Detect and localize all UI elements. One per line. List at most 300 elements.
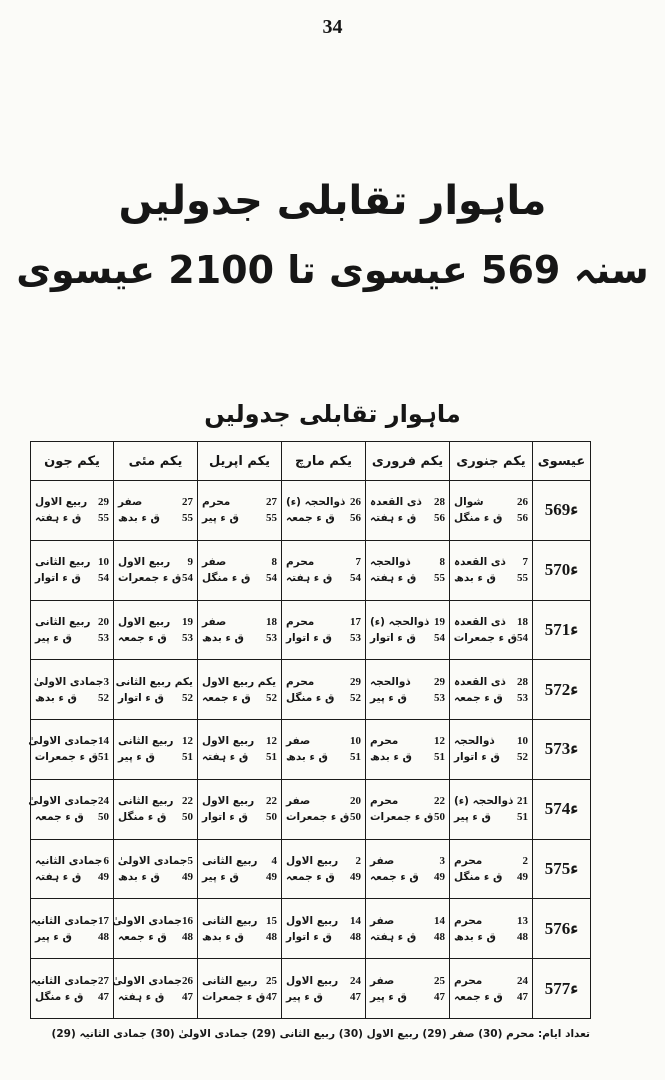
date-cell	[450, 600, 533, 660]
year-count-number: 52	[182, 691, 193, 704]
weekday-name: ق ء بدھ	[202, 631, 244, 644]
hijri-day-number: 12	[182, 735, 193, 748]
year-count-number: 55	[182, 512, 193, 525]
hijri-month-name: صفر	[370, 974, 395, 987]
weekday-line	[450, 570, 532, 586]
weekday-name: ق ء بدھ	[202, 930, 244, 943]
column-header: عیسوی	[533, 442, 591, 481]
hijri-month-name: ذی القعدہ	[454, 615, 506, 628]
date-cell	[28, 720, 114, 780]
date-cell	[366, 660, 450, 720]
hijri-date-line	[198, 674, 281, 690]
date-cell	[366, 839, 450, 899]
hijri-day-number: 26	[517, 496, 528, 509]
hijri-month-name: یکم ربیع الاول	[202, 675, 277, 688]
weekday-name: ق ء پیر	[202, 870, 239, 883]
weekday-line	[114, 630, 197, 646]
date-cell	[31, 839, 114, 899]
weekday-name: ق ء اتوار	[454, 751, 500, 764]
hijri-day-number: 19	[182, 615, 193, 628]
hijri-day-number: 16	[182, 914, 193, 927]
hijri-day-number: 12	[266, 735, 277, 748]
hijri-date-line	[282, 973, 365, 989]
hijri-day-number: 19	[434, 615, 445, 628]
year-cell: 573ء	[533, 720, 591, 780]
hijri-month-name: ربیع الثانی	[35, 556, 91, 569]
hijri-day-number: 22	[266, 795, 277, 808]
weekday-line	[31, 570, 113, 586]
hijri-month-name: محرم	[202, 496, 231, 509]
year-count-number: 55	[517, 572, 528, 585]
date-cell	[450, 839, 533, 899]
table-row	[31, 779, 591, 839]
hijri-day-number: 22	[182, 795, 193, 808]
hijri-date-line	[366, 973, 449, 989]
year-count-number: 52	[98, 691, 109, 704]
weekday-line	[366, 630, 449, 646]
column-header: یکم اپریل	[198, 442, 282, 481]
hijri-date-line	[366, 913, 449, 929]
table-row	[31, 959, 591, 1019]
date-cell	[198, 839, 282, 899]
hijri-month-name: ذی القعدہ	[370, 496, 422, 509]
hijri-month-name: محرم	[286, 556, 315, 569]
hijri-month-name: ربیع الاول	[286, 854, 339, 867]
year-count-number: 49	[98, 870, 109, 883]
year-cell: 574ء	[533, 779, 591, 839]
table-heading: ماہوار تقابلی جدولیں	[204, 400, 461, 428]
hijri-day-number: 4	[271, 854, 277, 867]
date-cell	[366, 600, 450, 660]
hijri-date-line	[114, 913, 197, 929]
hijri-date-line	[366, 494, 449, 510]
hijri-month-name: ذوالحجہ (ء)	[370, 615, 430, 628]
weekday-line	[282, 570, 365, 586]
hijri-day-number: 10	[350, 735, 361, 748]
page-subtitle: سنہ 569 عیسوی تا 2100 عیسوی	[16, 248, 649, 292]
weekday-name: ق ء ہفتہ	[202, 751, 249, 764]
weekday-name: ق ء بدھ	[454, 572, 496, 585]
date-cell	[114, 959, 198, 1019]
hijri-date-line	[28, 733, 113, 749]
hijri-date-line	[31, 913, 113, 929]
hijri-date-line	[450, 793, 532, 809]
weekday-line	[282, 809, 365, 825]
hijri-month-name: صفر	[118, 496, 143, 509]
date-cell	[366, 899, 450, 959]
hijri-date-line	[450, 554, 532, 570]
date-cell	[114, 540, 198, 600]
date-cell	[114, 839, 198, 899]
hijri-date-line	[28, 793, 113, 809]
year-count-number: 50	[434, 811, 445, 824]
hijri-month-name: ذی القعدہ	[454, 556, 506, 569]
hijri-date-line	[366, 614, 449, 630]
year-count-number: 55	[434, 572, 445, 585]
hijri-date-line	[114, 793, 197, 809]
page-title: ماہوار تقابلی جدولیں	[118, 178, 547, 224]
year-count-number: 50	[350, 811, 361, 824]
weekday-name: ق ء اتوار	[202, 811, 248, 824]
year-count-number: 53	[517, 691, 528, 704]
weekday-name: ق ء بدھ	[454, 930, 496, 943]
hijri-month-name: ربیع الثانی	[202, 854, 258, 867]
weekday-name: ق ء اتوار	[286, 631, 332, 644]
weekday-line	[282, 929, 365, 945]
year-count-number: 54	[517, 631, 528, 644]
hijri-day-number: 29	[434, 675, 445, 688]
weekday-line	[114, 749, 197, 765]
weekday-name: ق ء جمعہ	[118, 631, 167, 644]
weekday-name: ق ء ہفتہ	[286, 572, 333, 585]
weekday-line	[450, 690, 532, 706]
hijri-date-line	[114, 614, 197, 630]
weekday-name: ق ء بدھ	[118, 870, 160, 883]
hijri-day-number: 28	[434, 496, 445, 509]
hijri-date-line	[114, 494, 197, 510]
hijri-day-number: 27	[182, 496, 193, 509]
weekday-name: ق ء پیر	[35, 930, 72, 943]
hijri-day-number: 3	[439, 854, 445, 867]
weekday-name: ق ء اتوار	[35, 572, 81, 585]
hijri-month-name: جمادی الاولیٰ	[112, 974, 182, 987]
date-cell	[366, 720, 450, 780]
hijri-day-number: 29	[350, 675, 361, 688]
hijri-month-name: ربیع الاول	[286, 914, 339, 927]
weekday-name: ق ء جمعرات	[34, 751, 98, 764]
weekday-name: ق ء بدھ	[286, 751, 328, 764]
weekday-name: ق ء بدھ	[370, 751, 412, 764]
hijri-day-number: 14	[434, 914, 445, 927]
year-count-number: 50	[98, 811, 109, 824]
date-cell	[450, 899, 533, 959]
hijri-date-line	[282, 554, 365, 570]
weekday-name: ق ء جمعہ	[454, 990, 503, 1003]
date-cell	[198, 481, 282, 541]
hijri-date-line	[366, 793, 449, 809]
weekday-line	[114, 570, 197, 586]
hijri-day-number: 24	[98, 795, 109, 808]
weekday-line	[114, 510, 197, 526]
year-count-number: 56	[434, 512, 445, 525]
weekday-line	[114, 809, 197, 825]
weekday-line	[282, 989, 365, 1005]
year-count-number: 49	[182, 870, 193, 883]
hijri-date-line	[450, 674, 532, 690]
date-cell	[31, 600, 114, 660]
hijri-month-name: صفر	[370, 854, 395, 867]
weekday-line	[366, 690, 449, 706]
hijri-month-name: محرم	[286, 675, 315, 688]
weekday-name: ق ء جمعرات	[370, 811, 434, 824]
hijri-date-line	[198, 554, 281, 570]
date-cell	[282, 660, 366, 720]
hijri-day-number: 22	[434, 795, 445, 808]
weekday-name: ق ء ہفتہ	[35, 870, 82, 883]
hijri-month-name: ذوالحجہ	[370, 556, 411, 569]
year-cell: 569ء	[533, 481, 591, 541]
hijri-day-number: 5	[187, 854, 193, 867]
date-cell	[282, 959, 366, 1019]
date-cell	[31, 660, 114, 720]
weekday-name: ق ء بدھ	[118, 512, 160, 525]
weekday-line	[198, 510, 281, 526]
date-cell	[114, 899, 198, 959]
hijri-date-line	[31, 614, 113, 630]
weekday-line	[366, 929, 449, 945]
hijri-day-number: 25	[434, 974, 445, 987]
hijri-date-line	[450, 913, 532, 929]
year-count-number: 48	[182, 930, 193, 943]
year-cell: 570ء	[533, 540, 591, 600]
hijri-month-name: ربیع الثانی	[202, 974, 258, 987]
weekday-line	[31, 809, 113, 825]
date-cell	[198, 660, 282, 720]
year-cell: 576ء	[533, 899, 591, 959]
column-header: یکم جون	[31, 442, 114, 481]
weekday-line	[282, 690, 365, 706]
table-row	[31, 720, 591, 780]
year-count-number: 51	[350, 751, 361, 764]
date-cell	[450, 720, 533, 780]
date-cell	[31, 959, 114, 1019]
hijri-day-number: 18	[266, 615, 277, 628]
hijri-date-line	[450, 733, 532, 749]
page-number: 34	[322, 16, 343, 38]
hijri-date-line	[114, 674, 197, 690]
hijri-day-number: 27	[98, 974, 109, 987]
date-cell	[114, 779, 198, 839]
hijri-month-name: شوال	[454, 496, 484, 509]
hijri-date-line	[366, 554, 449, 570]
hijri-date-line	[282, 733, 365, 749]
date-cell	[198, 959, 282, 1019]
hijri-month-name: جمادی الاولیٰ	[33, 675, 104, 688]
table-header-row	[31, 442, 591, 481]
year-count-number: 54	[434, 631, 445, 644]
hijri-day-number: 7	[522, 556, 528, 569]
year-count-number: 47	[517, 990, 528, 1003]
weekday-name: ق ء منگل	[202, 572, 251, 585]
hijri-date-line	[450, 973, 532, 989]
hijri-day-number: 28	[517, 675, 528, 688]
days-count-note: تعداد ایام: محرم (30) صفر (29) ربیع الاول (30) ربیع الثانی (29) جمادی الاولیٰ (30) جمادی الثانیہ (29)	[51, 1028, 590, 1040]
year-count-number: 48	[98, 930, 109, 943]
hijri-date-line	[114, 554, 197, 570]
year-count-number: 48	[517, 930, 528, 943]
year-count-number: 50	[266, 811, 277, 824]
weekday-name: ق ء پیر	[370, 691, 407, 704]
hijri-month-name: محرم	[454, 914, 483, 927]
weekday-name: ق ء منگل	[454, 870, 503, 883]
hijri-day-number: 3	[103, 675, 109, 688]
date-cell	[114, 481, 198, 541]
hijri-month-name: ذوالحجہ	[454, 735, 495, 748]
date-cell	[28, 779, 114, 839]
hijri-month-name: ربیع الاول	[202, 735, 255, 748]
date-cell	[450, 660, 533, 720]
hijri-day-number: 27	[266, 496, 277, 509]
hijri-date-line	[31, 674, 113, 690]
hijri-date-line	[282, 793, 365, 809]
hijri-date-line	[31, 973, 113, 989]
weekday-line	[31, 869, 113, 885]
hijri-date-line	[282, 614, 365, 630]
hijri-month-name: جمادی الثانیہ	[30, 914, 98, 927]
hijri-month-name: جمادی الاولیٰ	[117, 854, 188, 867]
year-count-number: 55	[98, 512, 109, 525]
weekday-line	[114, 690, 197, 706]
comparison-table	[30, 441, 591, 1019]
hijri-day-number: 25	[266, 974, 277, 987]
hijri-month-name: ربیع الاول	[286, 974, 339, 987]
hijri-month-name: صفر	[202, 615, 227, 628]
year-count-number: 47	[98, 990, 109, 1003]
weekday-line	[198, 809, 281, 825]
hijri-date-line	[282, 674, 365, 690]
hijri-month-name: صفر	[286, 735, 311, 748]
weekday-line	[198, 690, 281, 706]
hijri-day-number: 18	[517, 615, 528, 628]
weekday-name: ق ء جمعہ	[370, 870, 419, 883]
hijri-day-number: 14	[98, 735, 109, 748]
hijri-date-line	[450, 494, 532, 510]
hijri-date-line	[114, 733, 197, 749]
date-cell	[450, 779, 533, 839]
hijri-date-line	[114, 853, 197, 869]
hijri-day-number: 8	[271, 556, 277, 569]
weekday-name: ق ء منگل	[454, 512, 503, 525]
year-count-number: 54	[98, 572, 109, 585]
weekday-name: ق ء پیر	[454, 811, 491, 824]
hijri-date-line	[450, 853, 532, 869]
date-cell	[198, 600, 282, 660]
hijri-month-name: ربیع الثانی	[118, 735, 174, 748]
hijri-month-name: صفر	[202, 556, 227, 569]
hijri-day-number: 7	[355, 556, 361, 569]
date-cell	[366, 540, 450, 600]
weekday-line	[450, 929, 532, 945]
table-row	[31, 540, 591, 600]
date-cell	[282, 899, 366, 959]
weekday-name: ق ء پیر	[118, 751, 155, 764]
weekday-name: ق ء جمعرات	[286, 811, 350, 824]
hijri-month-name: ذوالحجہ (ء)	[286, 496, 346, 509]
weekday-line	[282, 630, 365, 646]
weekday-line	[114, 989, 197, 1005]
hijri-month-name: ذوالحجہ	[370, 675, 411, 688]
weekday-line	[450, 869, 532, 885]
date-cell	[282, 839, 366, 899]
hijri-day-number: 13	[517, 914, 528, 927]
weekday-line	[450, 510, 532, 526]
date-cell	[282, 600, 366, 660]
weekday-name: ق ء جمعہ	[454, 691, 503, 704]
weekday-line	[198, 929, 281, 945]
hijri-day-number: 6	[103, 854, 109, 867]
year-cell: 575ء	[533, 839, 591, 899]
hijri-day-number: 10	[517, 735, 528, 748]
date-cell	[198, 720, 282, 780]
year-count-number: 53	[266, 631, 277, 644]
weekday-line	[366, 510, 449, 526]
year-count-number: 47	[266, 990, 277, 1003]
hijri-month-name: جمادی الثانیہ	[35, 854, 103, 867]
weekday-name: ق ء جمعہ	[286, 870, 335, 883]
hijri-day-number: 2	[355, 854, 361, 867]
hijri-date-line	[282, 913, 365, 929]
year-count-number: 51	[434, 751, 445, 764]
hijri-date-line	[31, 853, 113, 869]
year-count-number: 56	[517, 512, 528, 525]
hijri-day-number: 15	[266, 914, 277, 927]
date-cell	[366, 779, 450, 839]
hijri-day-number: 20	[350, 795, 361, 808]
year-count-number: 49	[517, 870, 528, 883]
weekday-line	[31, 630, 113, 646]
weekday-line	[31, 749, 113, 765]
weekday-name: ق ء جمعہ	[202, 691, 251, 704]
table-row	[31, 839, 591, 899]
column-header: یکم مئی	[114, 442, 198, 481]
table-row	[31, 481, 591, 541]
date-cell	[282, 720, 366, 780]
hijri-month-name: ربیع الاول	[118, 615, 171, 628]
weekday-line	[366, 989, 449, 1005]
weekday-name: ق ء جمعرات	[453, 631, 517, 644]
year-count-number: 48	[434, 930, 445, 943]
hijri-date-line	[366, 733, 449, 749]
date-cell	[31, 899, 114, 959]
hijri-month-name: ربیع الثانی	[118, 795, 174, 808]
hijri-date-line	[366, 674, 449, 690]
date-cell	[114, 600, 198, 660]
hijri-date-line	[31, 554, 113, 570]
weekday-line	[198, 749, 281, 765]
weekday-name: ق ء ہفتہ	[370, 930, 417, 943]
hijri-month-name: محرم	[370, 795, 399, 808]
weekday-name: ق ء منگل	[118, 811, 167, 824]
column-header: یکم جنوری	[450, 442, 533, 481]
hijri-month-name: جمادی الاولیٰ	[28, 735, 98, 748]
date-cell	[282, 540, 366, 600]
weekday-line	[198, 869, 281, 885]
weekday-line	[282, 869, 365, 885]
table-body	[28, 481, 591, 1019]
hijri-date-line	[198, 973, 281, 989]
weekday-name: ق ء پیر	[202, 512, 239, 525]
year-count-number: 51	[517, 811, 528, 824]
weekday-line	[450, 809, 532, 825]
year-count-number: 51	[98, 751, 109, 764]
year-count-number: 54	[350, 572, 361, 585]
hijri-day-number: 26	[350, 496, 361, 509]
weekday-name: ق ء ہفتہ	[35, 512, 82, 525]
hijri-date-line	[114, 973, 197, 989]
weekday-name: ق ء پیر	[370, 990, 407, 1003]
column-header: یکم مارچ	[282, 442, 366, 481]
hijri-month-name: یکم ربیع الثانی	[115, 675, 193, 688]
weekday-name: ق ء اتوار	[118, 691, 164, 704]
weekday-line	[282, 749, 365, 765]
year-count-number: 51	[266, 751, 277, 764]
year-count-number: 47	[350, 990, 361, 1003]
hijri-month-name: ذی القعدہ	[454, 675, 506, 688]
weekday-name: ق ء پیر	[286, 990, 323, 1003]
hijri-date-line	[198, 853, 281, 869]
weekday-name: ق ء اتوار	[370, 631, 416, 644]
weekday-line	[366, 869, 449, 885]
